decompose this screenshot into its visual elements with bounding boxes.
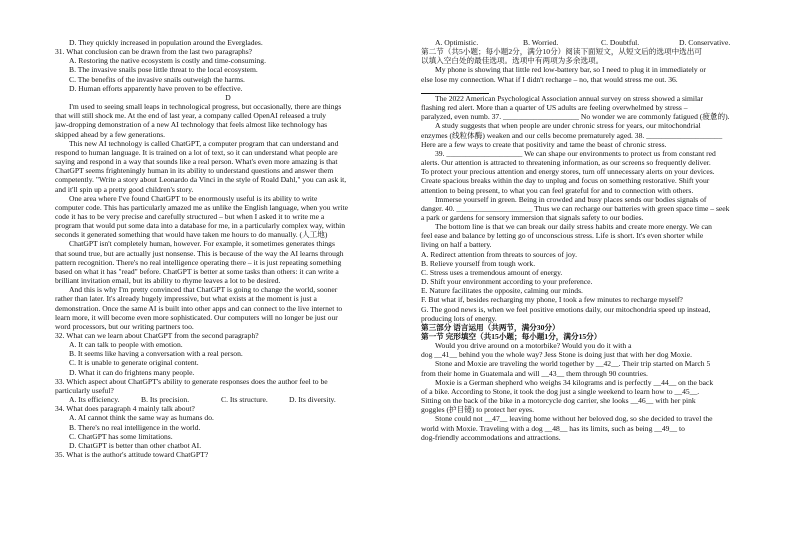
answer-blank-line [421,84,489,94]
left-text-line: code it has to be very precise and carefully structured – but when I asked it to write me a [55,211,325,221]
right-text-line [421,38,767,47]
right-text-line: else lose my connection. What if I didn't recharge – no, that would stress me out. 36. [421,74,678,84]
right-text-line: Would you drive around on a motorbike? Would you do it with a [435,341,632,351]
left-text-line: learn more, it will become even more sophisticated. Our computers will no longer be just our [55,312,338,322]
right-text-line: Create spacious breaks within the day to unplug and focus on something restorative. Shift your [421,176,710,186]
left-text-line: ChatGPT seems frighteningly human in its ability to understand questions and answer them [55,166,334,176]
left-text-line: program that would put some data into a database for me, in a particularly complex way, within [55,221,346,231]
left-text-line: C. The benefits of the invasive snails outweigh the harms. [69,74,245,84]
right-text-line: dog __41__ behind you the whole way? Jess Stone is doing just that with her dog Moxie. [421,350,693,360]
right-text-line: The bottom line is that we can break our daily stress habits and create more energy. We can [435,222,712,232]
right-text-line: Stone and Moxie are traveling the world together by __42__. Their trip started on March 5 [435,359,711,369]
answer-option: A. Optimistic. [435,38,479,47]
answer-option: D. Its diversity. [289,395,336,405]
left-text-line: word processors, but our writing partners too. [55,321,194,331]
left-text-line: This new AI technology is called ChatGPT, a computer program that can understand and [69,138,339,148]
left-text-line: B. The invasive snails pose little threat to the local ecosystem. [69,65,258,75]
left-text-line: A. It can talk to people with emotion. [69,340,183,350]
left-text-line: competently. "Write a story about Leonardo da Vinci in the style of Roald Dahl," you can ask it, [55,175,347,185]
right-text-line: living on half a battery. [421,240,492,250]
left-text-line: B. There's no real intelligence in the world. [69,422,201,432]
right-text-line: B. Relieve yourself from tough work. [421,258,536,268]
left-text-line: One area where I've found ChatGPT to be enormously useful is its ability to write [69,193,318,203]
left-text-line: A. Restoring the native ecosystem is costly and time-consuming. [69,56,266,66]
right-text-line: C. Stress uses a tremendous amount of energy. [421,267,563,277]
right-text-line: 第一节 完形填空（共15小题；每小题1分，满分15分） [421,332,602,341]
right-text-line: dog-friendly accommodations and attractions. [421,432,561,442]
right-text-line: enzymes (线粒体酶) weaken and our cells become prematurely aged. 38. ____________________ [421,130,723,140]
left-text-line: C. ChatGPT has some limitations. [69,431,173,441]
right-text-line: Immerse yourself in green. Being in crowded and busy places sends our bodies signals of [435,194,707,204]
right-text-line: world with Moxie. Traveling with a dog __48__ has its limits, such as being __49__ to [421,423,685,433]
left-text-line: skipped ahead by a few generations. [55,129,166,139]
right-text-line: from their home in Guatemala and will __43__ them through 90 countries. [421,368,648,378]
left-text-line: A. AI cannot think the same way as humans do. [69,413,214,423]
right-text-line: The 2022 American Psychological Association annual survey on stress showed a similar [435,93,704,103]
left-text-line: 33. Which aspect about ChatGPT's ability to generate responses does the author feel to be [55,376,328,386]
left-text-line: And this is why I'm pretty convinced that ChatGPT is going to change the world, sooner [69,285,338,295]
right-text-line: Here are a few ways to create that positivity and tame the beast of chronic stress. [421,139,667,149]
left-text-line: ChatGPT isn't completely human, however. For example, it sometimes generates things [69,239,335,249]
answer-option: A. Its efficiency. [69,395,120,405]
left-text-line: D. What it can do frightens many people. [69,367,195,377]
left-text-line: demonstration. Once the same AI is built into other apps and can connect to the live internet to [55,303,343,313]
answer-option: B. Worried. [523,38,559,47]
left-text-line: computer code. This has particularly amazed me as unlike the English language, when you write [55,202,348,212]
right-text-line: A. Redirect attention from threats to sources of joy. [421,249,577,259]
right-text-line: 以填入空白处的最佳选项。选项中有两项为多余选项。 [421,56,604,66]
right-text-line: My phone is showing that little red low-battery bar, so I need to plug it in immediately or [435,65,706,75]
right-text-line: E. Nature facilitates the opposite, calming our minds. [421,286,583,296]
left-text-line: D. Human efforts apparently have proven to be effective. [69,83,243,93]
right-text-line: alerts. Our attention is attracted to threatening information, as our screens so frequently deliver. [421,158,711,168]
right-text-line: 39. ____________________ We can shape our environments to protect us from constant red [435,148,716,158]
left-text-line: and it'll spin up a pretty good children's story. [55,184,194,194]
right-text-line: feel ease and balance by letting go of unconscious stress. Life is short. It's even shorter while [421,231,704,241]
left-text-line: C. It is unable to generate original content. [69,358,199,368]
right-text-line: a park or gardens for sensory immersion that signals safety to our bodies. [421,212,644,222]
left-text-line: 31. What conclusion can be drawn from the last two paragraphs? [55,47,253,57]
left-text-line: I'm used to seeing small leaps in technological progress, but occasionally, there are things [69,102,342,112]
left-text-line: 32. What can we learn about ChatGPT from the second paragraph? [55,331,259,340]
right-text-line [421,84,767,94]
right-column [421,38,767,442]
left-text-line: particularly useful? [55,385,114,395]
left-text-line: that sound true, but are actually just nonsense. This is because of the way the AI learns through [55,248,344,258]
right-text-line: G. The good news is, when we feel positive emotions daily, our mitochondria speed up instead, [421,304,711,314]
left-text-line [55,395,401,404]
left-text-line: D [225,92,231,102]
left-text-line: that will still shock me. At the end of last year, a company called OpenAI released a truly [55,111,327,121]
left-text-line: D. They quickly increased in population around the Everglades. [69,38,263,47]
right-text-line: flashing red alert. More than a quarter of US adults are feeling overwhelmed by stress – [421,103,688,113]
left-text-line: jaw-dropping demonstration of a new AI technology that feels almost like technology has [55,120,328,130]
answer-option: B. Its precision. [141,395,190,405]
right-text-line: A study suggests that when people are under chronic stress for years, our mitochondrial [435,121,701,131]
answer-option: C. Its structure. [221,395,268,405]
right-text-line: of a bike. According to Stone, it took the dog just a single weekend to learn how to __45__. [421,386,700,396]
answer-option: D. Conservative. [679,38,731,47]
right-text-line: attention to being present, to what you can feel grateful for and to connection with others. [421,185,694,195]
left-text-line: respond to human language. It is trained on a lot of text, so it can understand what people are [55,147,338,157]
left-text-line: seconds it generated something that would have taken me hours to do manually. (人工地) [55,230,328,240]
right-text-line: 第三部分 语言运用（共两节，满分30分） [421,322,560,332]
right-text-line: Sitting on the back of the bike in a motorcycle dog carrier, she looks __46__ with her pink [421,396,696,406]
left-text-line: saying and respond in a way that sounds like a real person. What's even more amazing is that [55,157,338,167]
left-text-line: 35. What is the author's attitude toward ChatGPT? [55,450,209,460]
left-text-line: 34. What does paragraph 4 mainly talk about? [55,404,195,414]
right-text-line: paralyzed, even numb. 37. ____________________ No wonder we are commonly fatigued (疲惫的). [421,112,730,122]
right-text-line: goggles (护目镜) to protect her eyes. [421,405,535,415]
right-text-line: danger. 40. ____________________ Thus we can recharge our batteries with green space time – seek [421,203,730,213]
right-text-line: producing lots of energy. [421,313,497,323]
left-text-line: brilliant invitation email, but its ability to rhyme leaves a lot to be desired. [55,276,281,286]
left-text-line: B. It seems like having a conversation with a real person. [69,349,243,359]
left-text-line: D. ChatGPT is better than other chatbot AI. [69,440,202,450]
left-column [55,38,401,459]
right-text-line: D. Shift your environment according to your preference. [421,277,593,287]
answer-option: C. Doubtful. [601,38,640,47]
right-text-line: Stone could not __47__ leaving home without her beloved dog, so she decided to travel the [435,414,713,424]
right-text-line: To protect your precious attention and energy stores, turn off unnecessary alerts on your devices. [421,167,715,177]
right-text-line: F. But what if, besides recharging my phone, I took a few minutes to recharge myself? [421,295,683,305]
left-text-line: pattern recognition. There's no real intelligence operating there – it is just repeating something [55,257,342,267]
right-text-line: Moxie is a German shepherd who weighs 34 kilograms and is perfectly __44__ on the back [435,377,714,387]
left-text-line: rather than later. It's already hugely impressive, but what exists at the moment is just a [55,294,317,304]
left-text-line: based on what it has "read" before. ChatGPT is better at some tasks than others: it can write a [55,266,339,276]
right-text-line: 第二节（共5小题；每小题2分，满分10分）阅读下面短文，从短文后的选项中选出可 [421,47,702,57]
